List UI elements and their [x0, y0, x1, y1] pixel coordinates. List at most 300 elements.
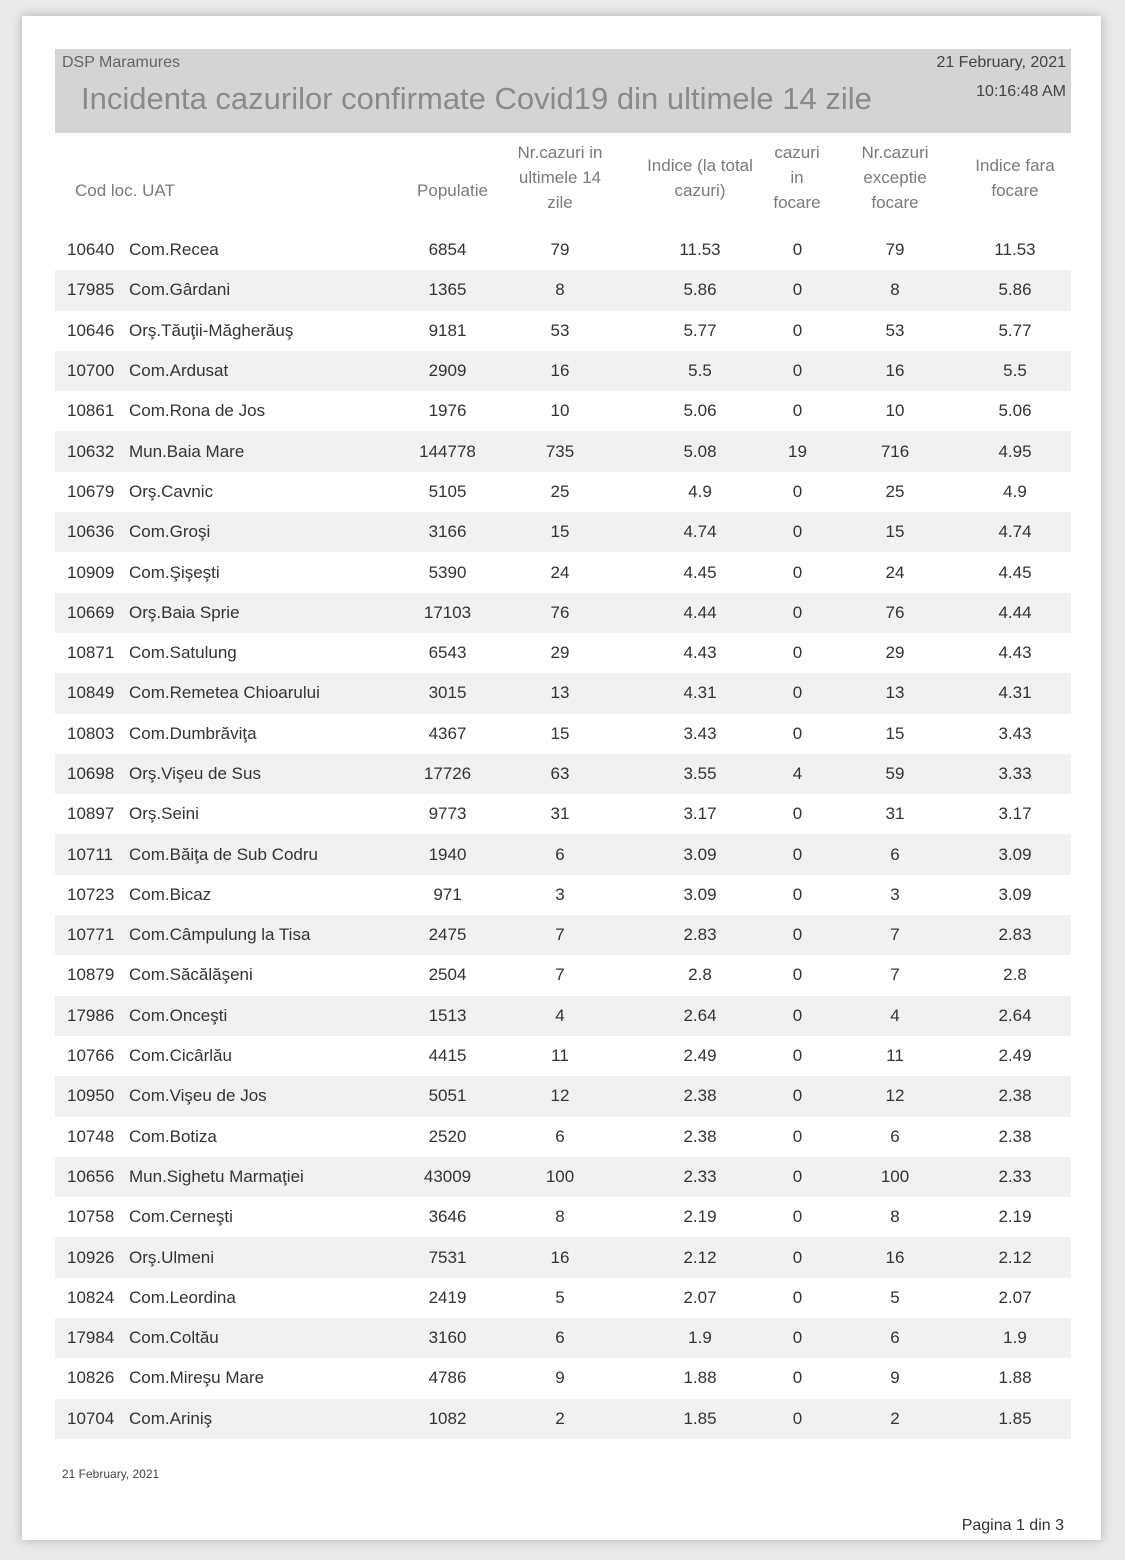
- cell-uat-name: Com.Şişeşti: [129, 562, 220, 582]
- table-row: [55, 915, 1071, 955]
- cell-cases-14-days: 76: [550, 602, 570, 622]
- column-header-line: in: [790, 168, 804, 187]
- column-header-line: cazuri): [674, 181, 726, 200]
- column-header-line: Nr.cazuri in: [517, 143, 603, 162]
- cell-population: 43009: [423, 1166, 472, 1186]
- cell-code: 10700: [67, 361, 115, 381]
- cell-index: 4.31: [683, 683, 717, 703]
- cell-cases-14-days: 2: [555, 1408, 565, 1428]
- table-row: [55, 512, 1071, 552]
- cell-index: 1.88: [683, 1368, 717, 1388]
- cell-index: 2.64: [683, 1005, 717, 1025]
- cell-cases-14-days: 9: [555, 1368, 565, 1388]
- cell-cases-excluding-outbreaks: 716: [880, 441, 910, 461]
- cell-cases-14-days: 7: [555, 925, 565, 945]
- cell-code: 10879: [67, 965, 115, 985]
- cell-population: 9773: [428, 804, 467, 824]
- cell-index: 3.17: [683, 804, 717, 824]
- cell-code: 10926: [67, 1247, 115, 1267]
- cell-index-excluding-outbreaks: 2.83: [998, 925, 1032, 945]
- cell-population: 971: [433, 884, 462, 904]
- cell-code: 10640: [67, 240, 115, 260]
- cell-cases-excluding-outbreaks: 29: [885, 643, 905, 663]
- cell-code: 10679: [67, 481, 115, 501]
- cell-code: 17986: [67, 1005, 115, 1025]
- cell-cases-14-days: 6: [555, 1126, 565, 1146]
- document-page: [22, 16, 1101, 1540]
- column-header-line: focare: [773, 193, 821, 212]
- cell-uat-name: Com.Bicaz: [129, 884, 212, 904]
- cell-population: 17726: [423, 764, 472, 783]
- table-row: [55, 351, 1071, 391]
- cell-cases-excluding-outbreaks: 6: [890, 1126, 900, 1146]
- cell-index-excluding-outbreaks: 5.06: [998, 401, 1032, 421]
- cell-outbreak-cases: 0: [792, 1005, 803, 1025]
- cell-population: 9181: [428, 320, 467, 340]
- cell-cases-14-days: 12: [550, 1086, 570, 1106]
- cell-population: 1976: [428, 401, 467, 421]
- column-header-line: Nr.cazuri: [861, 143, 929, 162]
- cell-index-excluding-outbreaks: 4.9: [1003, 481, 1027, 501]
- table-row: [55, 311, 1071, 351]
- table-row: [55, 673, 1071, 713]
- table-row: [55, 1036, 1071, 1076]
- cell-outbreak-cases: 0: [792, 804, 803, 824]
- table-row: [55, 431, 1071, 471]
- column-header-line: exceptie: [863, 168, 927, 187]
- cell-code: 10711: [67, 844, 114, 864]
- table-column-headers: [55, 140, 1071, 232]
- cell-population: 2520: [428, 1126, 467, 1146]
- cell-code: 17984: [67, 1328, 115, 1348]
- table-row: [55, 1318, 1071, 1358]
- cell-cases-excluding-outbreaks: 13: [885, 683, 905, 703]
- cell-cases-excluding-outbreaks: 4: [890, 1005, 900, 1025]
- cell-outbreak-cases: 0: [792, 683, 803, 703]
- cell-cases-excluding-outbreaks: 8: [890, 280, 900, 300]
- cell-cases-excluding-outbreaks: 6: [890, 1328, 900, 1348]
- cell-cases-14-days: 53: [550, 320, 570, 340]
- cell-population: 2475: [428, 925, 467, 945]
- cell-population: 5051: [428, 1086, 467, 1106]
- cell-cases-14-days: 8: [555, 1207, 565, 1227]
- table-row: [55, 1278, 1071, 1318]
- cell-outbreak-cases: 4: [792, 764, 803, 783]
- cell-index-excluding-outbreaks: 5.77: [998, 320, 1032, 340]
- cell-population: 4786: [428, 1368, 467, 1388]
- cell-population: 2504: [428, 965, 467, 985]
- cell-index-excluding-outbreaks: 3.09: [998, 844, 1032, 864]
- cell-code: 10803: [67, 723, 115, 743]
- column-header-line: ultimele 14: [518, 168, 602, 187]
- cell-index: 2.49: [683, 1046, 717, 1066]
- cell-index-excluding-outbreaks: 4.95: [998, 441, 1032, 461]
- cell-outbreak-cases: 0: [792, 1368, 803, 1388]
- cell-index: 2.38: [683, 1086, 717, 1106]
- cell-code: 10824: [67, 1287, 115, 1307]
- cell-index: 2.33: [683, 1166, 717, 1186]
- cell-index-excluding-outbreaks: 3.33: [998, 764, 1032, 783]
- cell-code: 10861: [67, 401, 115, 421]
- column-header-cases-14-days: [505, 140, 615, 215]
- cell-outbreak-cases: 19: [788, 441, 807, 461]
- table-row: [55, 754, 1071, 794]
- cell-index: 3.09: [683, 844, 717, 864]
- cell-code: 10704: [67, 1408, 115, 1428]
- cell-outbreak-cases: 0: [792, 1086, 803, 1106]
- cell-population: 6854: [428, 240, 467, 260]
- cell-index-excluding-outbreaks: 2.38: [998, 1126, 1032, 1146]
- cell-code: 10771: [67, 925, 115, 945]
- cell-index: 2.8: [688, 965, 712, 985]
- cell-cases-14-days: 24: [550, 562, 570, 582]
- cell-cases-excluding-outbreaks: 7: [890, 965, 900, 985]
- cell-index-excluding-outbreaks: 3.17: [998, 804, 1032, 824]
- cell-code: 10646: [67, 320, 115, 340]
- cell-cases-excluding-outbreaks: 11: [886, 1046, 904, 1066]
- cell-code: 10669: [67, 602, 115, 622]
- column-header-outbreak-cases: [765, 140, 829, 215]
- cell-index: 2.19: [683, 1207, 717, 1227]
- report-date: 21 February, 2021: [936, 54, 1066, 71]
- cell-index: 2.07: [683, 1287, 717, 1307]
- cell-index: 3.43: [683, 723, 717, 743]
- cell-uat-name: Com.Gârdani: [129, 280, 231, 300]
- cell-outbreak-cases: 0: [792, 562, 803, 582]
- cell-outbreak-cases: 0: [792, 884, 803, 904]
- cell-cases-14-days: 6: [555, 1328, 565, 1348]
- table-row: [55, 1399, 1071, 1439]
- table-row: [55, 714, 1071, 754]
- cell-outbreak-cases: 0: [792, 723, 803, 743]
- cell-index-excluding-outbreaks: 1.88: [998, 1368, 1032, 1388]
- cell-outbreak-cases: 0: [792, 481, 803, 501]
- cell-cases-14-days: 8: [555, 280, 565, 300]
- cell-population: 4415: [428, 1046, 467, 1066]
- cell-index-excluding-outbreaks: 1.85: [998, 1408, 1032, 1428]
- table-row: [55, 230, 1071, 270]
- cell-outbreak-cases: 0: [792, 280, 803, 300]
- cell-uat-name: Com.Leordina: [129, 1287, 236, 1307]
- cell-cases-excluding-outbreaks: 2: [890, 1408, 900, 1428]
- cell-index: 5.77: [683, 320, 717, 340]
- table-row: [55, 1157, 1071, 1197]
- page-number: Pagina 1 din 3: [961, 1517, 1064, 1534]
- cell-index: 2.12: [683, 1247, 717, 1267]
- cell-index: 11.53: [679, 240, 721, 260]
- cell-uat-name: Com.Ariniş: [129, 1408, 213, 1428]
- cell-uat-name: Orş.Tăuţii-Măgherăuş: [129, 320, 294, 340]
- column-header-line: Indice (la total: [647, 156, 753, 175]
- cell-index: 4.43: [683, 643, 717, 663]
- cell-cases-14-days: 79: [550, 240, 570, 260]
- cell-code: 10632: [67, 441, 115, 461]
- cell-outbreak-cases: 0: [792, 965, 803, 985]
- cell-cases-excluding-outbreaks: 16: [885, 361, 905, 381]
- cell-uat-name: Com.Onceşti: [129, 1005, 228, 1025]
- cell-code: 10826: [67, 1368, 115, 1388]
- cell-code: 10636: [67, 522, 115, 542]
- cell-population: 3160: [428, 1328, 467, 1348]
- cell-index-excluding-outbreaks: 1.9: [1003, 1328, 1027, 1348]
- cell-cases-14-days: 7: [555, 965, 565, 985]
- cell-uat-name: Com.Groşi: [129, 522, 211, 542]
- cell-index-excluding-outbreaks: 5.86: [998, 280, 1032, 300]
- cell-population: 1513: [428, 1005, 467, 1025]
- cell-index: 5.06: [683, 401, 717, 421]
- cell-code: 10656: [67, 1166, 115, 1186]
- table-row: [55, 552, 1071, 592]
- cell-index: 2.83: [683, 925, 717, 945]
- cell-index: 5.86: [683, 280, 717, 300]
- cell-uat-name: Com.Băiţa de Sub Codru: [129, 844, 318, 864]
- table-row: [55, 1117, 1071, 1157]
- column-header-line: zile: [547, 193, 573, 212]
- table-row: [55, 1076, 1071, 1116]
- table-row: [55, 1197, 1071, 1237]
- cell-population: 1082: [428, 1408, 467, 1428]
- cell-index: 2.38: [683, 1126, 717, 1146]
- column-header-line: focare: [991, 181, 1039, 200]
- cell-code: 10897: [67, 804, 115, 824]
- cell-population: 4367: [428, 723, 467, 743]
- cell-cases-14-days: 3: [555, 884, 565, 904]
- cell-uat-name: Orş.Ulmeni: [129, 1247, 215, 1267]
- cell-index-excluding-outbreaks: 5.5: [1003, 361, 1027, 381]
- cell-index-excluding-outbreaks: 3.09: [998, 884, 1032, 904]
- table-row: [55, 996, 1071, 1036]
- cell-index: 3.55: [683, 764, 717, 783]
- cell-uat-name: Com.Cicârlău: [129, 1046, 232, 1066]
- cell-cases-14-days: 10: [550, 401, 570, 421]
- cell-code: 17985: [67, 280, 115, 300]
- cell-cases-14-days: 16: [550, 361, 570, 381]
- table-row: [55, 1237, 1071, 1277]
- cell-population: 17103: [423, 602, 472, 622]
- cell-uat-name: Com.Cerneşti: [129, 1207, 233, 1227]
- cell-uat-name: Com.Vişeu de Jos: [129, 1086, 267, 1106]
- cell-cases-excluding-outbreaks: 15: [885, 522, 905, 542]
- cell-code: 10950: [67, 1086, 115, 1106]
- table-row: [55, 593, 1071, 633]
- cell-outbreak-cases: 0: [792, 1408, 803, 1428]
- cell-cases-excluding-outbreaks: 10: [885, 401, 905, 421]
- table-row: [55, 391, 1071, 431]
- cell-uat-name: Com.Rona de Jos: [129, 401, 266, 421]
- column-header-index-excluding-outbreaks: [955, 153, 1075, 203]
- cell-cases-excluding-outbreaks: 15: [885, 723, 905, 743]
- cell-cases-excluding-outbreaks: 6: [890, 844, 900, 864]
- cell-cases-14-days: 31: [550, 804, 570, 824]
- cell-population: 3166: [428, 522, 467, 542]
- cell-index-excluding-outbreaks: 2.49: [998, 1046, 1032, 1066]
- incidence-table-body: [55, 230, 1071, 1439]
- table-row: [55, 472, 1071, 512]
- cell-cases-14-days: 735: [545, 441, 575, 461]
- cell-outbreak-cases: 0: [792, 1287, 803, 1307]
- cell-cases-14-days: 15: [550, 723, 570, 743]
- cell-uat-name: Com.Remetea Chioarului: [129, 683, 320, 703]
- cell-uat-name: Orş.Baia Sprie: [129, 602, 240, 622]
- cell-population: 1940: [428, 844, 467, 864]
- cell-uat-name: Com.Dumbrăviţa: [129, 723, 257, 743]
- cell-index: 1.85: [683, 1408, 717, 1428]
- cell-cases-excluding-outbreaks: 59: [885, 764, 905, 783]
- cell-uat-name: Mun.Sighetu Marmaţiei: [129, 1166, 304, 1186]
- cell-cases-14-days: 6: [555, 844, 565, 864]
- cell-index-excluding-outbreaks: 2.12: [998, 1247, 1032, 1267]
- cell-index: 3.09: [683, 884, 717, 904]
- cell-outbreak-cases: 0: [792, 1328, 803, 1348]
- cell-cases-14-days: 15: [550, 522, 570, 542]
- table-row: [55, 633, 1071, 673]
- table-row: [55, 270, 1071, 310]
- cell-uat-name: Mun.Baia Mare: [129, 441, 245, 461]
- column-header-line: focare: [871, 193, 919, 212]
- cell-outbreak-cases: 0: [792, 602, 803, 622]
- cell-index-excluding-outbreaks: 2.8: [1003, 965, 1027, 985]
- cell-uat-name: Com.Săcălăşeni: [129, 965, 253, 985]
- cell-index-excluding-outbreaks: 2.19: [998, 1207, 1032, 1227]
- cell-cases-14-days: 63: [550, 764, 570, 783]
- cell-cases-excluding-outbreaks: 3: [890, 884, 900, 904]
- cell-uat-name: Orş.Seini: [129, 804, 199, 824]
- cell-index: 4.74: [683, 522, 717, 542]
- cell-cases-excluding-outbreaks: 16: [885, 1247, 905, 1267]
- cell-index-excluding-outbreaks: 2.64: [998, 1005, 1032, 1025]
- cell-index-excluding-outbreaks: 4.44: [998, 602, 1032, 622]
- cell-cases-excluding-outbreaks: 76: [885, 602, 905, 622]
- cell-uat-name: Com.Ardusat: [129, 361, 229, 381]
- cell-index-excluding-outbreaks: 2.33: [998, 1166, 1032, 1186]
- column-header-line: cazuri: [774, 143, 820, 162]
- cell-code: 10849: [67, 683, 115, 703]
- cell-outbreak-cases: 0: [792, 844, 803, 864]
- footer-date: 21 February, 2021: [62, 1467, 160, 1481]
- cell-index: 4.45: [683, 562, 717, 582]
- cell-cases-excluding-outbreaks: 9: [890, 1368, 900, 1388]
- cell-cases-excluding-outbreaks: 100: [880, 1166, 910, 1186]
- cell-outbreak-cases: 0: [792, 1207, 803, 1227]
- column-header-cases-excluding-outbreaks: [850, 140, 940, 215]
- cell-population: 5105: [428, 481, 467, 501]
- cell-cases-14-days: 5: [555, 1287, 565, 1307]
- cell-uat-name: Com.Câmpulung la Tisa: [129, 925, 311, 945]
- cell-index: 4.9: [688, 481, 712, 501]
- cell-cases-14-days: 13: [550, 683, 570, 703]
- column-header-code-uat: Cod loc. UAT: [75, 181, 175, 200]
- cell-cases-14-days: 100: [545, 1166, 575, 1186]
- cell-population: 3015: [428, 683, 467, 703]
- report-title: Incidenta cazurilor confirmate Covid19 din ultimele 14 zile: [81, 81, 872, 116]
- cell-population: 5390: [428, 562, 467, 582]
- cell-cases-excluding-outbreaks: 24: [885, 562, 905, 582]
- cell-index-excluding-outbreaks: 4.74: [998, 522, 1032, 542]
- cell-cases-14-days: 4: [555, 1005, 565, 1025]
- cell-outbreak-cases: 0: [792, 240, 803, 260]
- cell-population: 1365: [428, 280, 467, 300]
- cell-cases-excluding-outbreaks: 12: [885, 1086, 905, 1106]
- cell-population: 144778: [419, 441, 476, 461]
- cell-code: 10871: [67, 643, 115, 663]
- cell-index-excluding-outbreaks: 4.45: [998, 562, 1032, 582]
- column-header-line: Indice fara: [975, 156, 1055, 175]
- cell-outbreak-cases: 0: [792, 361, 803, 381]
- table-row: [55, 875, 1071, 915]
- cell-population: 7531: [428, 1247, 467, 1267]
- cell-cases-14-days: 16: [550, 1247, 570, 1267]
- cell-uat-name: Com.Satulung: [129, 643, 237, 663]
- report-header: [55, 49, 1071, 133]
- cell-cases-excluding-outbreaks: 5: [890, 1287, 900, 1307]
- table-row: [55, 1358, 1071, 1398]
- cell-index: 4.44: [683, 602, 717, 622]
- cell-outbreak-cases: 0: [792, 1046, 803, 1066]
- cell-index-excluding-outbreaks: 4.31: [998, 683, 1032, 703]
- cell-code: 10766: [67, 1046, 115, 1066]
- cell-outbreak-cases: 0: [792, 1247, 803, 1267]
- cell-code: 10909: [67, 562, 115, 582]
- cell-outbreak-cases: 0: [792, 925, 803, 945]
- cell-index: 5.5: [688, 361, 712, 381]
- cell-uat-name: Com.Recea: [129, 240, 219, 260]
- cell-population: 2909: [428, 361, 467, 381]
- cell-code: 10698: [67, 764, 115, 783]
- cell-population: 2419: [428, 1287, 467, 1307]
- cell-uat-name: Com.Mireşu Mare: [129, 1368, 265, 1388]
- cell-cases-excluding-outbreaks: 53: [885, 320, 905, 340]
- cell-cases-excluding-outbreaks: 7: [890, 925, 900, 945]
- cell-code: 10723: [67, 884, 115, 904]
- table-row: [55, 955, 1071, 995]
- cell-uat-name: Com.Botiza: [129, 1126, 217, 1146]
- cell-population: 6543: [428, 643, 467, 663]
- organization-name: DSP Maramures: [62, 54, 180, 71]
- cell-index-excluding-outbreaks: 2.38: [998, 1086, 1032, 1106]
- cell-cases-excluding-outbreaks: 79: [885, 240, 905, 260]
- cell-uat-name: Orş.Vişeu de Sus: [129, 764, 261, 783]
- report-time: 10:16:48 AM: [976, 83, 1066, 100]
- cell-cases-14-days: 25: [550, 481, 570, 501]
- cell-outbreak-cases: 0: [792, 401, 803, 421]
- cell-code: 10758: [67, 1207, 115, 1227]
- table-row: [55, 834, 1071, 874]
- cell-uat-name: Orş.Cavnic: [129, 481, 214, 501]
- cell-cases-excluding-outbreaks: 8: [890, 1207, 900, 1227]
- cell-index-excluding-outbreaks: 3.43: [998, 723, 1032, 743]
- cell-outbreak-cases: 0: [792, 643, 803, 663]
- cell-uat-name: Com.Coltău: [129, 1328, 219, 1348]
- cell-cases-14-days: 11: [551, 1046, 569, 1066]
- cell-index: 1.9: [688, 1328, 712, 1348]
- cell-index-excluding-outbreaks: 2.07: [998, 1287, 1032, 1307]
- cell-cases-14-days: 29: [550, 643, 570, 663]
- cell-outbreak-cases: 0: [792, 320, 803, 340]
- cell-cases-excluding-outbreaks: 25: [885, 481, 905, 501]
- column-header-index: [635, 153, 765, 203]
- cell-outbreak-cases: 0: [792, 1166, 803, 1186]
- cell-outbreak-cases: 0: [792, 522, 803, 542]
- cell-code: 10748: [67, 1126, 115, 1146]
- cell-outbreak-cases: 0: [792, 1126, 803, 1146]
- cell-population: 3646: [428, 1207, 467, 1227]
- cell-index-excluding-outbreaks: 11.53: [994, 240, 1036, 260]
- column-header-population: Populatie: [417, 181, 488, 200]
- cell-index: 5.08: [683, 441, 717, 461]
- cell-index-excluding-outbreaks: 4.43: [998, 643, 1032, 663]
- cell-cases-excluding-outbreaks: 31: [885, 804, 905, 824]
- table-row: [55, 794, 1071, 834]
